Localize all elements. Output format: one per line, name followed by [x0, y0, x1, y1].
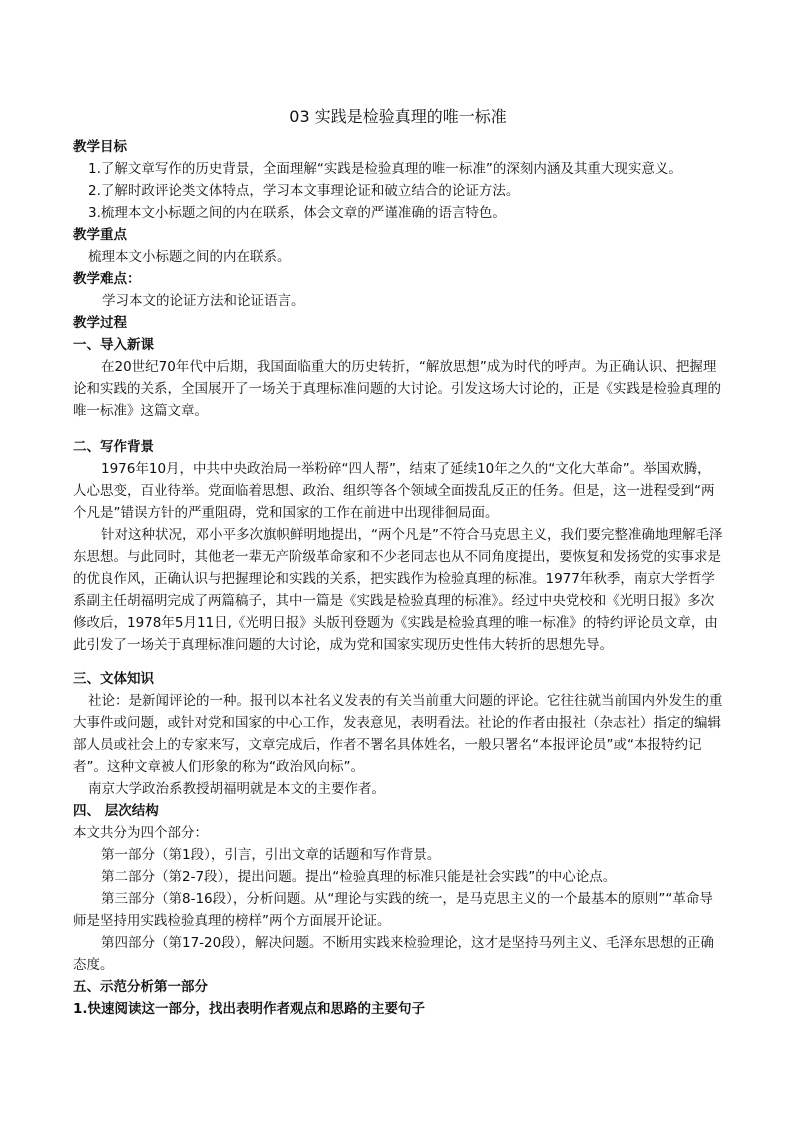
difficulty-text: 学习本文的论证方法和论证语言。 — [102, 293, 305, 309]
goal-item: 1.了解文章写作的历史背景，全面理解“实践是检验真理的唯一标准”的深刻内涵及其重大现实意义。 — [88, 161, 682, 177]
intro-paragraph: 在20世纪70年代中后期，我国面临重大的历史转折，“解放思想”成为时代的呼声。为正确认识、把握理论和实践的关系，全国展开了一场关于真理标准问题的大讨论。引发这场大讨论的，正是《实践是检验真理的唯一标准》这篇文章。 — [73, 359, 721, 419]
background-paragraph: 1976年10月，中共中央政治局一举粉碎“四人帮”，结束了延续10年之久的“文化大革命”。举国欢腾，人心思变，百业待举。党面临着思想、政治、组织等各个领域全面拨乱反正的任务。但是，这一进程受到“两个凡是”错误方针的严重阻碍，党和国家的工作在前进中出现徘徊局面。 — [73, 461, 715, 521]
key-heading: 教学重点 — [73, 227, 127, 243]
background-heading: 二、写作背景 — [73, 439, 154, 455]
goal-item: 2.了解时政评论类文体特点，学习本文事理论证和破立结合的论证方法。 — [88, 183, 520, 199]
spacer — [73, 656, 723, 668]
structure-part: 第三部分（第8-16段），分析问题。从“理论与实践的统一，是马克思主义的一个最基本的原则”“革命导师是坚持用实践检验真理的榜样”两个方面展开论证。 — [73, 891, 713, 929]
genre-paragraph: 南京大学政治系教授胡福明就是本文的主要作者。 — [88, 781, 385, 797]
intro-heading: 一、导入新课 — [73, 337, 154, 353]
analysis-heading: 五、示范分析第一部分 — [73, 979, 208, 995]
structure-heading: 四、 层次结构 — [73, 803, 159, 819]
analysis-subheading: 1.快速阅读这一部分，找出表明作者观点和思路的主要句子 — [73, 1001, 426, 1017]
structure-part: 第四部分（第17-20段），解决问题。不断用实践来检验理论，这才是坚持马列主义、毛泽东思想的正确态度。 — [73, 935, 714, 973]
background-paragraph: 针对这种状况，邓小平多次旗帜鲜明地提出，“两个凡是”不符合马克思主义，我们要完整准确地理解毛泽东思想。与此同时，其他老一辈无产阶级革命家和不少老同志也从不同角度提出，要恢复和发扬党的实事求是的优良作风，正确认识与把握理论和实践的关系，把实践作为检验真理的标准。1977年秋季，南京大学哲学系副主任胡福明完成了两篇稿子，其中一篇是《实践是检验真理的标准》。经过中央党校和《光明日报》多次修改后，1978年5月11日,《光明日报》头版刊登题为《实践是检验真理的唯一标准》的特约评论员文章，由此引发了一场关于真理标准问题的大讨论，成为党和国家实现历史性伟大转折的思想先导。 — [73, 527, 723, 653]
goals-heading: 教学目标 — [73, 139, 127, 155]
genre-paragraph: 社论：是新闻评论的一种。报刊以本社名义发表的有关当前重大问题的评论。它往往就当前国内外发生的重大事件或问题，或针对党和国家的中心工作，发表意见，表明看法。社论的作者由报社（杂志社）指定的编辑部人员或社会上的专家来写，文章完成后，作者不署名具体姓名，一般只署名“本报评论员”或“本报特约记者”。这种文章被人们形象的称为“政治风向标”。 — [73, 693, 723, 775]
structure-part: 第一部分（第1段），引言，引出文章的话题和写作背景。 — [101, 847, 441, 863]
document-title: 03 实践是检验真理的唯一标准 — [289, 107, 507, 126]
structure-part: 第二部分（第2-7段），提出问题。提出“检验真理的标准只能是社会实践”的中心论点。 — [101, 869, 617, 885]
document-body — [73, 105, 723, 1020]
key-text: 梳理本文小标题之间的内在联系。 — [88, 249, 291, 265]
goal-item: 3.梳理本文小标题之间的内在联系，体会文章的严谨准确的语言特色。 — [88, 205, 506, 221]
genre-heading: 三、文体知识 — [73, 671, 154, 687]
difficulty-heading: 教学难点： — [73, 271, 141, 287]
structure-lead: 本文共分为四个部分： — [73, 825, 208, 841]
spacer — [73, 422, 723, 436]
process-heading: 教学过程 — [73, 315, 127, 331]
